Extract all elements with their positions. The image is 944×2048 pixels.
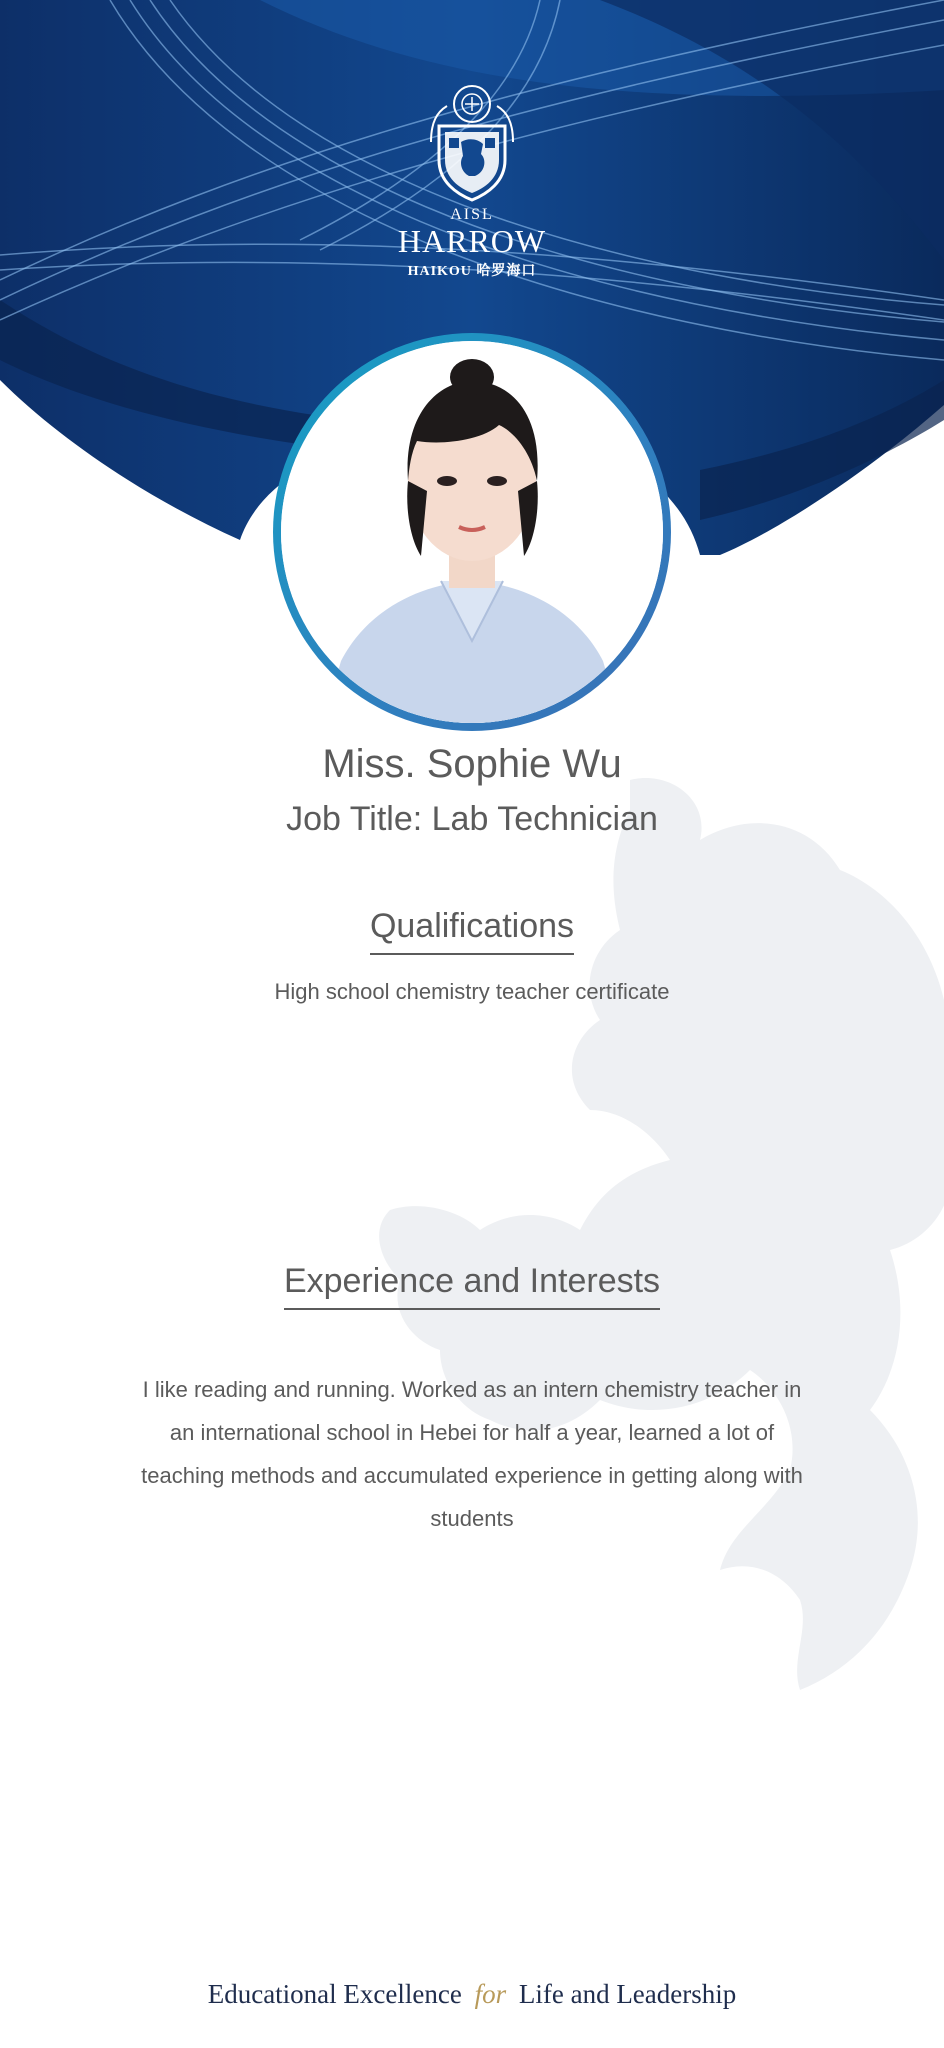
- experience-heading-text: Experience and Interests: [284, 1258, 660, 1310]
- logo-aisl-text: AISL: [450, 206, 494, 223]
- profile-photo-frame: [273, 333, 671, 731]
- footer-motto-part2: Life and Leadership: [518, 1979, 737, 2009]
- qualifications-heading-text: Qualifications: [370, 903, 574, 955]
- footer-motto-part1: Educational Excellence: [207, 1979, 462, 2009]
- logo-harrow-text: HARROW: [397, 223, 547, 259]
- qualifications-heading: [0, 903, 944, 955]
- experience-heading: [0, 1258, 944, 1310]
- profile-job-title: Job Title: Lab Technician: [286, 800, 658, 838]
- footer-motto-for: for: [474, 1979, 507, 2009]
- footer-motto: [0, 1976, 944, 2012]
- profile-name: Miss. Sophie Wu: [322, 742, 622, 786]
- harrow-crest-icon: [427, 82, 517, 202]
- school-logo: [372, 82, 572, 282]
- experience-text: I like reading and running. Worked as an intern chemistry teacher in an international school in Hebei for half a year, learned a lot of teaching methods and accumulated experience in getting along with students: [141, 1377, 803, 1531]
- logo-haikou-text: HAIKOU 哈罗海口: [407, 264, 537, 279]
- profile-photo: [281, 341, 663, 723]
- qualifications-text: High school chemistry teacher certificate: [274, 979, 670, 1004]
